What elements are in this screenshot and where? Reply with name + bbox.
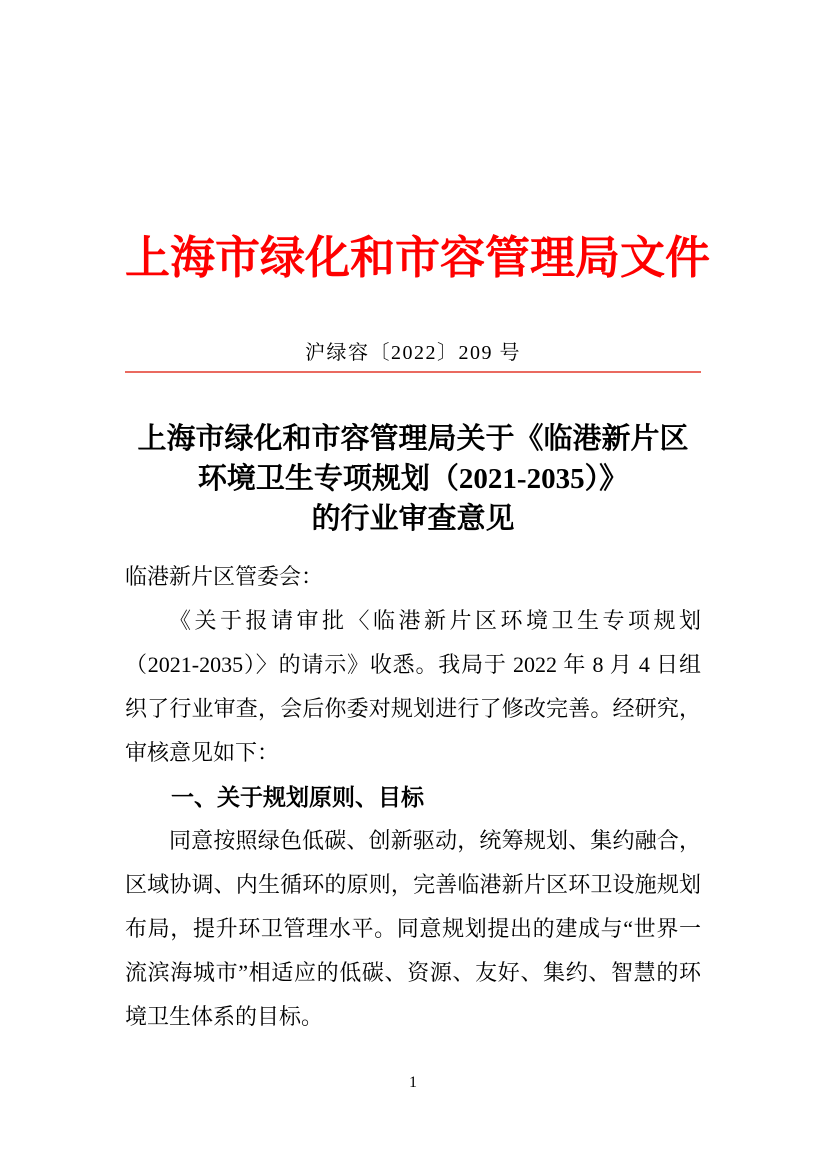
- document-body: [125, 555, 701, 1039]
- paragraph-principles-goals: 同意按照绿色低碳、创新驱动，统筹规划、集约融合，区域协调、内生循环的原则，完善临港新片区环卫设施规划布局，提升环卫管理水平。同意规划提出的建成与“世界一流滨海城市”相适应的低碳、资源、友好、集约、智慧的环境卫生体系的目标。: [125, 828, 701, 1029]
- salutation: 临港新片区管委会：: [125, 564, 324, 589]
- document-title: [125, 419, 701, 539]
- paragraph-receipt-notice: 《关于报请审批〈临港新片区环境卫生专项规划（2021-2035）〉的请示》收悉。我局于 2022 年 8 月 4 日组织了行业审查，会后你委对规划进行了修改完善。经研究，审核意见如下：: [125, 608, 701, 765]
- document-title-line-1: 上海市绿化和市容管理局关于《临港新片区: [137, 423, 689, 455]
- section-heading-1: 一、关于规划原则、目标: [171, 784, 424, 810]
- agency-masthead-title: 上海市绿化和市容管理局文件: [125, 233, 711, 283]
- document-header: [125, 228, 711, 373]
- page-number: 1: [409, 1074, 417, 1091]
- document-title-line-2: 环境卫生专项规划（2021-2035）》: [197, 463, 629, 495]
- document-title-line-3: 的行业审查意见: [311, 503, 515, 535]
- page-footer: [0, 1073, 826, 1093]
- document-reference-number: 沪绿容〔2022〕209 号: [305, 342, 521, 364]
- red-divider-line: [125, 371, 701, 373]
